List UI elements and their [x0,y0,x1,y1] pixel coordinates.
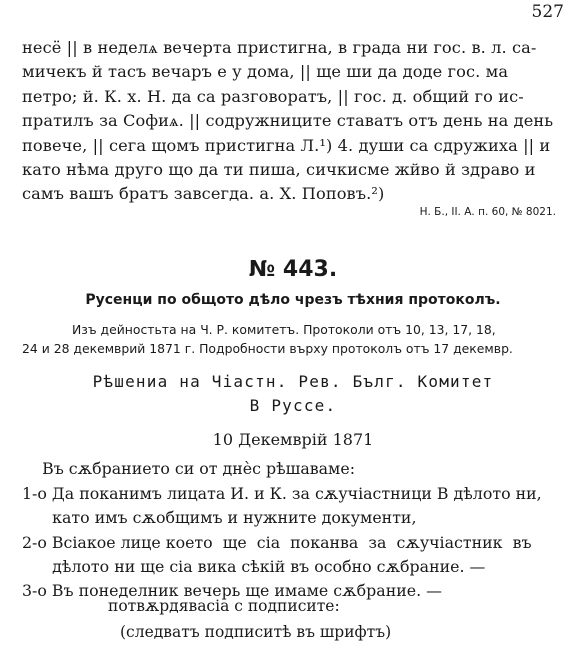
protocol-date: 10 Декемврій 1871 [212,430,374,449]
letter-line: като нѣма друго що да ти пиша, сичкисме жйво й здраво и [22,160,536,180]
document-number: № 443. [248,257,338,282]
protocol-heading: Рѣшениа на Чіастн. Рев. Бълг. Комитет [92,372,494,391]
decision-line: Въ сѫбранието си от днѐс рѣшаваме: [22,459,356,478]
decision-line: 3-о Въ понеделник вечерь ще имаме сѫбрание. — [22,581,442,600]
decision-line: като имъ сѫобщимъ и нужните документи, [22,508,417,527]
page-number: 527 [531,2,564,22]
decision-line: 1-о Да поканимъ лицата И. и К. за сѫучіастници В дѣлото ни, [22,484,542,503]
intro-line: Изъ дейностьта на Ч. Р. комитетъ. Протоколи отъ 10, 13, 17, 18, [72,322,496,337]
intro-line: 24 и 28 декемврий 1871 г. Подробности върху протоколъ отъ 17 декемвр. [22,341,513,356]
letter-line: повече, || сега щомъ пристигна Л.¹) 4. души са сдружиха || и [22,135,551,155]
decision-line: 2-о Всіакое лице което ще сіа поканва за сѫучіастник въ [22,533,532,552]
signature-remark: (следватъ подписитѣ въ шрифтъ) [120,623,392,641]
decision-line: дѣлото ни ще сіа вика сѣкій въ особно сѫбрание. — [22,557,486,576]
letter-line: несё || в неделѧ вечерта пристигна, в града ни гос. в. л. са- [22,38,537,57]
letter-line: пратилъ за Софиѧ. || содружниците ставатъ отъ день на день [22,111,554,131]
document-title: Русенци по общото дѣло чрезъ тѣхния протоколъ. [85,292,501,308]
letter-text [22,36,556,207]
letter-line: мичекъ й тасъ вечаръ е у дома, || ще ши да доде гос. ма [22,62,509,82]
signature-note: потвѫрдявасіа с подписите: [108,597,340,615]
protocol-heading-place: В Руссе. [249,396,337,415]
letter-line: петро; й. К. х. Н. да са разговоратъ, || гос. д. общий го ис- [22,86,524,106]
letter-line: самъ вашъ братъ завсегда. а. Х. Поповъ.²) [22,184,385,204]
source-reference: Н. Б., II. А. п. 60, № 8021. [419,206,556,218]
document-intro [22,320,552,358]
